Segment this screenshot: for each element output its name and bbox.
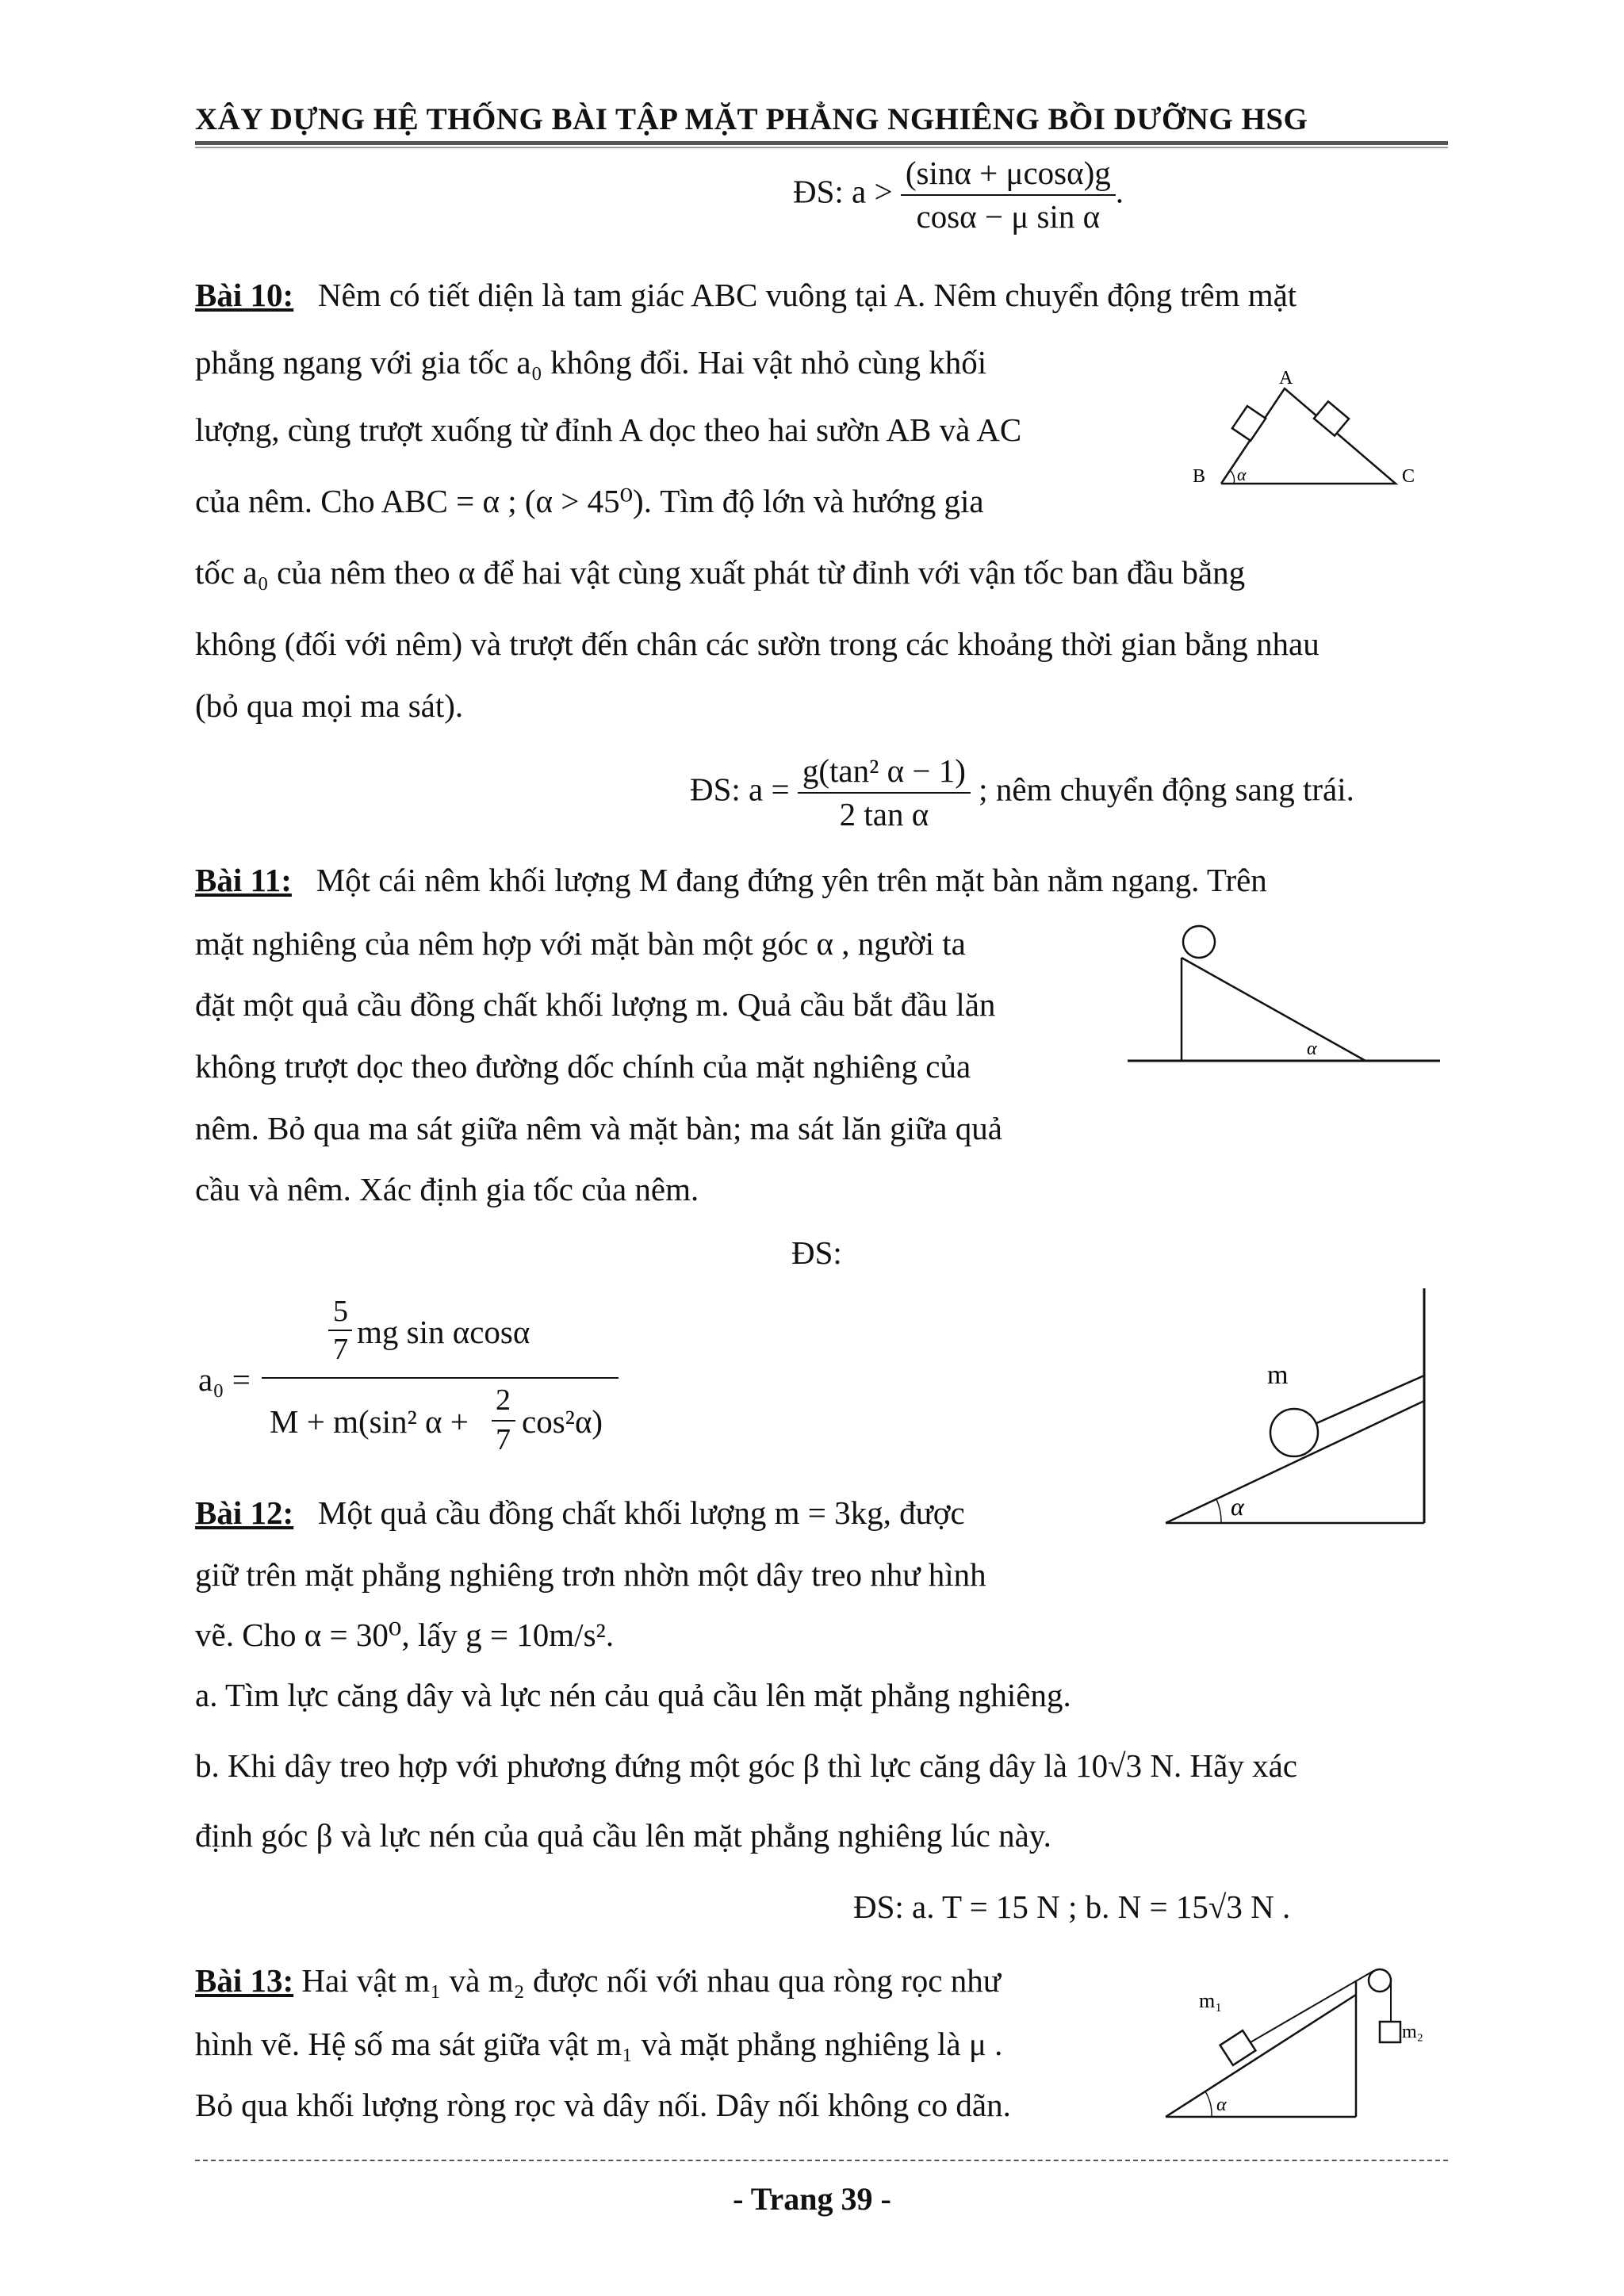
bai12-line2: giữ trên mặt phẳng nghiêng trơn nhờn một dây treo như hình: [195, 1556, 986, 1593]
bai10-line2: phẳng ngang với gia tốc a₀ không đổi. Hai vật nhỏ cùng khối: [195, 344, 987, 381]
bai12-answer: ĐS: a. T = 15 N ; b. N = 15√3 N .: [853, 1888, 1291, 1925]
block-on-ab: [1232, 406, 1266, 441]
bai11-fraction-bar: [262, 1377, 619, 1379]
bai11-line4: không trượt dọc theo đường dốc chính của mặt nghiêng của: [195, 1048, 971, 1085]
bai10-line7: (bỏ qua mọi ma sát).: [195, 687, 464, 724]
page-number: - Trang 39 -: [733, 2181, 891, 2217]
label-m2: m₂: [1402, 2022, 1424, 2042]
label-alpha: α: [1231, 1492, 1244, 1521]
block-m1: [1220, 2030, 1256, 2065]
block-on-ac: [1314, 401, 1349, 435]
label-m: m: [1267, 1360, 1289, 1390]
bai10-line1: Bài 10: Nêm có tiết diện là tam giác ABC vuông tại A. Nêm chuyển động trêm mặt: [195, 277, 1297, 313]
bai13-line2: hình vẽ. Hệ số ma sát giữa vật m₁ và mặt phẳng nghiêng là μ .: [195, 2026, 1003, 2062]
bai13-label: Bài 13:: [195, 1962, 294, 1999]
bai11-line5: nêm. Bỏ qua ma sát giữa nêm và mặt bàn; ma sát lăn giữa quả: [195, 1110, 1002, 1146]
header-rule: [195, 141, 1448, 145]
page-header-title: XÂY DỰNG HỆ THỐNG BÀI TẬP MẶT PHẲNG NGHIÊNG BỒI DƯỠNG HSG: [195, 102, 1308, 136]
bai10-answer: ĐS: a = $\frac{\text{g(tan² α − 1)}}{\text{2 tan α}}$ ; nêm chuyển động sang trái.: [690, 752, 1354, 832]
bai10-line5: tốc a₀ của nêm theo α để hai vật cùng xuất phát từ đỉnh với vận tốc ban đầu bằng: [195, 554, 1246, 591]
bai12-part-b1: b. Khi dây treo hợp với phương đứng một góc β thì lực căng dây là 10√3 N. Hãy xác: [195, 1747, 1297, 1784]
bai12-part-b2: định góc β và lực nén của quả cầu lên mặt phẳng nghiêng lúc này.: [195, 1817, 1051, 1854]
bai11-a0: a₀ =: [198, 1361, 251, 1398]
label-m1: m₁: [1199, 1989, 1223, 2012]
bai10-label: Bài 10:: [195, 277, 294, 313]
bai10-answer-fraction: $\frac{\text{g(tan² α − 1)}}{\text{2 tan α}}$: [798, 755, 971, 831]
bai11-line3: đặt một quả cầu đồng chất khối lượng m. Quả cầu bắt đầu lăn: [195, 986, 996, 1023]
bai11-answer-label: ĐS:: [791, 1234, 842, 1271]
bai10-line4: của nêm. Cho ABC = α ; (α > 45⁰). Tìm độ lớn và hướng gia: [195, 483, 984, 519]
bai13-line3: Bỏ qua khối lượng ròng rọc và dây nối. Dây nối không co dãn.: [195, 2087, 1011, 2123]
label-alpha: α: [1216, 2095, 1227, 2115]
bai12-part-a: a. Tìm lực căng dây và lực nén cảu quả cầu lên mặt phẳng nghiêng.: [195, 1677, 1071, 1713]
string-incline: [1245, 1971, 1373, 2045]
label-a: A: [1279, 368, 1293, 388]
block-m2: [1380, 2022, 1400, 2042]
answer-9-fraction: $\frac{(\sin\alpha + \mu\cos\alpha)g}{\text{cosα − μ sin α}}$: [901, 157, 1116, 233]
label-c: C: [1402, 466, 1415, 487]
incline-hanging-ball-figure: [1158, 1288, 1451, 1530]
answer-9: ĐS: a > $\frac{(\sin\alpha + \mu\cos\alpha)g}{\text{cosα − μ sin α}}$ .: [793, 155, 1124, 235]
bai10-line6: không (đối với nêm) và trượt đến chân các sườn trong các khoảng thời gian bằng nhau: [195, 626, 1320, 662]
label-b: B: [1193, 466, 1206, 487]
bai12-line1: Bài 12: Một quả cầu đồng chất khối lượng m = 3kg, được: [195, 1494, 965, 1531]
bai12-label: Bài 12:: [195, 1494, 294, 1531]
label-alpha: α: [1307, 1039, 1317, 1059]
bai12-line3: vẽ. Cho α = 30⁰, lấy g = 10m/s².: [195, 1617, 615, 1653]
bai11-line2: mặt nghiêng của nêm hợp với mặt bàn một góc α , người ta: [195, 925, 966, 962]
bai10-line3: lượng, cùng trượt xuống từ đỉnh A dọc theo hai sườn AB và AC: [195, 411, 1022, 448]
label-alpha: α: [1237, 465, 1247, 484]
ball: [1183, 926, 1215, 958]
bai11-line6: cầu và nêm. Xác định gia tốc của nêm.: [195, 1171, 699, 1207]
bai11-line1: Bài 11: Một cái nêm khối lượng M đang đứng yên trên mặt bàn nằm ngang. Trên: [195, 862, 1267, 898]
footer-rule: [195, 2160, 1448, 2161]
string: [1313, 1376, 1424, 1425]
bai13-line1: Bài 13: Hai vật m₁ và m₂ được nối với nhau qua ròng rọc như: [195, 1962, 1001, 1999]
wedge-triangle-figure: [1182, 357, 1443, 499]
bai11-label: Bài 11:: [195, 862, 292, 898]
header-rule-thin: [195, 147, 1448, 148]
wedge-ball-figure: [1126, 920, 1443, 1070]
ball: [1270, 1409, 1318, 1456]
bai11-answer-formula: 5 7 mg sin αcosα M + m(sin² α + 2 7 cos²α): [262, 1296, 619, 1467]
pulley-incline-figure: [1158, 1958, 1451, 2125]
